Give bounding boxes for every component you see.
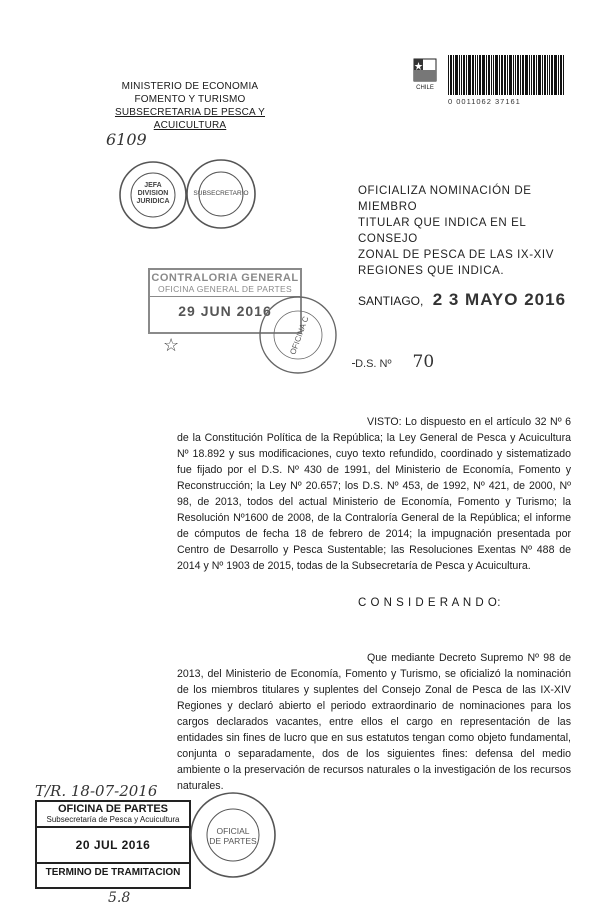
- barcode-bar: [517, 55, 519, 95]
- barcode-bar: [542, 55, 543, 95]
- decree-label: D.S. Nº: [355, 358, 392, 370]
- barcode-bar: [461, 55, 462, 95]
- barcode-bar: [499, 55, 500, 95]
- handwritten-tramite-date: T/R. 18-07-2016: [35, 782, 158, 800]
- barcode-bar: [529, 55, 530, 95]
- barcode-bar: [475, 55, 476, 95]
- decree-date: 2 3 MAYO 2016: [432, 290, 567, 309]
- barcode-bar: [551, 55, 553, 95]
- barcode-bar: [486, 55, 487, 95]
- round-seal-icon: [258, 295, 338, 375]
- subsecretario-seal: [185, 158, 257, 230]
- ministry-division: FOMENTO Y TURISMO: [134, 94, 246, 105]
- barcode-bar: [547, 55, 548, 95]
- decree-number: [352, 352, 434, 372]
- barcode-bar: [509, 55, 512, 95]
- seal-center-text: SUBSECRETARIO: [193, 190, 249, 197]
- svg-text:OFICINA C: OFICINA C: [288, 315, 311, 356]
- stamp-subtitle: OFICINA GENERAL DE PARTES: [150, 284, 300, 297]
- handwritten-number: 6109: [106, 130, 147, 149]
- barcode-bar: [453, 55, 454, 95]
- barcode-number: 0 0011062 37161: [448, 97, 521, 106]
- barcode-bar: [558, 55, 559, 95]
- stamp-date: 20 JUL 2016: [37, 838, 189, 864]
- barcode-bar: [531, 55, 532, 95]
- stamp-footer: TERMINO DE TRAMITACION: [45, 867, 181, 878]
- barcode-bar: [554, 55, 557, 95]
- barcode-bars: [448, 55, 565, 95]
- barcode-bar: [549, 55, 550, 95]
- barcode-bar: [472, 55, 474, 95]
- barcode-bar: [536, 55, 537, 95]
- svg-text:CHILE: CHILE: [416, 85, 434, 91]
- barcode-bar: [466, 55, 467, 95]
- barcode-bar: [479, 55, 481, 95]
- barcode-bar: [491, 55, 492, 95]
- seal-center-text: OFICIAL DE PARTES: [209, 826, 257, 846]
- city: SANTIAGO,: [358, 294, 424, 308]
- barcode-bar: [459, 55, 460, 95]
- barcode-bar: [563, 55, 564, 95]
- title-line: OFICIALIZA NOMINACIÓN DE MIEMBRO: [358, 185, 532, 213]
- barcode-bar: [450, 55, 452, 95]
- barcode-bar: [544, 55, 546, 95]
- title-line: TITULAR QUE INDICA EN EL CONSEJO: [358, 217, 526, 245]
- oficina-partes-seal: [258, 295, 338, 375]
- barcode-bar: [493, 55, 494, 95]
- place-date: [358, 290, 566, 310]
- considerando-heading: C O N S I D E R A N D O:: [358, 597, 501, 609]
- visto-paragraph: VISTO: Lo dispuesto en el artículo 32 Nº 6 de la Constitución Política de la República; la Ley General de Pesca y Acuicultura Nº 18.892 y sus modificaciones, cuyo texto refundido, coordinado y sistematizado fue fijado por el D.S. Nº 430 de 1991, del Ministerio de Economía, Fomento y Reconstrucción; la Ley Nº 20.657; los D.S. Nº 453, de 1992, Nº 421, de 2000, Nº 98, de 2013, todos del actual Ministerio de Economía, Fomento y Turismo; la Resolución Nº1600 de 2008, de la Contraloría General de la República; el informe de cómputos de fecha 18 de febrero de 2014; la impugnación presentada por Centro de Desarrollo y Pesca Sustentable; las Resoluciones Exentas Nº 488 de 2014 y Nº 1903 de 2015, todas de la Subsecretaría de Pesca y Acuicultura.: [177, 416, 571, 572]
- barcode-bar: [501, 55, 503, 95]
- document-title: [358, 183, 558, 279]
- barcode-bar: [515, 55, 516, 95]
- barcode-bar: [468, 55, 471, 95]
- barcode-bar: [477, 55, 478, 95]
- barcode-bar: [455, 55, 458, 95]
- barcode-bar: [525, 55, 528, 95]
- gobierno-logo: [412, 55, 438, 91]
- oficina-partes-stamp: [35, 800, 191, 889]
- barcode-bar: [448, 55, 449, 95]
- subsecretaria-name: SUBSECRETARIA DE PESCA Y ACUICULTURA: [114, 107, 266, 131]
- chile-flag-icon: [412, 55, 438, 91]
- barcode: [448, 55, 565, 106]
- barcode-bar: [560, 55, 562, 95]
- stamp-title: CONTRALORIA GENERAL: [151, 272, 299, 284]
- stamp-title: OFICINA DE PARTES: [57, 803, 168, 815]
- barcode-bar: [533, 55, 535, 95]
- star-icon: ☆: [163, 335, 180, 355]
- oficial-partes-seal: [188, 790, 278, 880]
- stamp-subtitle: Subsecretaría de Pesca y Acuicultura: [37, 815, 189, 828]
- juridica-seal: [118, 160, 188, 230]
- barcode-bar: [507, 55, 508, 95]
- ministry-header: [100, 80, 280, 132]
- decree-value: 70: [412, 352, 435, 372]
- seal-center-text: JEFA DIVISION JURIDICA: [136, 182, 170, 205]
- page-mark: 5.8: [108, 890, 131, 906]
- barcode-bar: [495, 55, 498, 95]
- barcode-bar: [463, 55, 465, 95]
- barcode-bar: [513, 55, 514, 95]
- barcode-bar: [520, 55, 521, 95]
- barcode-bar: [538, 55, 541, 95]
- title-line: REGIONES QUE INDICA.: [358, 265, 505, 277]
- barcode-bar: [482, 55, 485, 95]
- stamp-date: 29 JUN 2016: [178, 303, 272, 319]
- ministry-name: MINISTERIO DE ECONOMIA: [121, 81, 259, 92]
- title-line: ZONAL DE PESCA DE LAS IX-XIV: [358, 249, 554, 261]
- considerando-paragraph: Que mediante Decreto Supremo Nº 98 de 2013, del Ministerio de Economía, Fomento y Turismo, se oficializó la nominación de los miembros titulares y suplentes del Consejo Zonal de Pesca de las IX-XIV Regiones y declaró abierto el periodo extraordinario de nominaciones para los cargos declarados vacantes, entre ellos el cargo en representación de las entidades sin fines de lucro que en sus estatutos tengan como objeto fundamental, conjunta o separadamente, dos de los siguientes fines: defensa del medio ambiente o la preservación de recursos naturales o la investigación de los recursos naturales.: [177, 652, 571, 792]
- barcode-bar: [504, 55, 506, 95]
- barcode-bar: [488, 55, 490, 95]
- barcode-bar: [522, 55, 524, 95]
